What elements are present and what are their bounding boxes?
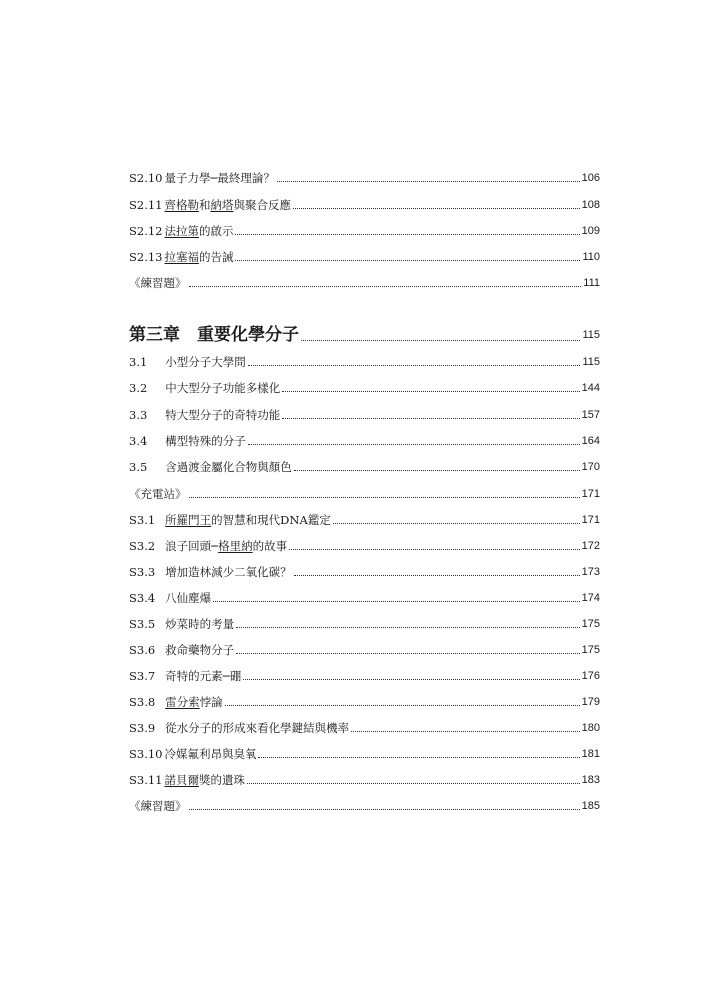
toc-entry-number: S3.10 bbox=[129, 747, 163, 761]
toc-entry-title: 含過渡金屬化合物與顏色 bbox=[165, 460, 292, 474]
toc-entry bbox=[129, 715, 600, 735]
toc-entry-title: 《充電站》 bbox=[129, 487, 187, 501]
page-number: 171 bbox=[581, 514, 600, 526]
underlined-name: 格里納 bbox=[218, 539, 253, 553]
toc-entry-number: S2.12 bbox=[129, 224, 163, 238]
dot-leader bbox=[282, 391, 579, 392]
toc-entry-number: 3.2 bbox=[129, 381, 148, 395]
toc-entry-title: 中大型分子功能多樣化 bbox=[165, 381, 281, 395]
toc-entry-number: S3.7 bbox=[129, 669, 156, 683]
page-number: 170 bbox=[581, 461, 600, 473]
toc-entry-number: S3.5 bbox=[129, 617, 156, 631]
toc-entry bbox=[129, 585, 600, 605]
dot-leader bbox=[235, 234, 579, 235]
toc-entry-number: S3.8 bbox=[129, 695, 156, 709]
toc-entry-title: 奇特的元素─硼 bbox=[165, 669, 242, 683]
page-number: 106 bbox=[581, 172, 600, 184]
toc-entry-title: 拉塞福的告誡 bbox=[164, 250, 234, 264]
toc-chapter-heading bbox=[129, 319, 600, 345]
toc-entry-number: 3.4 bbox=[129, 434, 148, 448]
dot-leader bbox=[243, 679, 580, 680]
page-number: 111 bbox=[583, 277, 600, 289]
toc-entry bbox=[129, 192, 600, 212]
dot-leader bbox=[236, 627, 579, 628]
underlined-name: 拉塞福 bbox=[164, 250, 199, 264]
toc-entry-number: S2.10 bbox=[129, 171, 163, 185]
page-number: 176 bbox=[581, 670, 600, 682]
toc-entry-title: 所羅門王的智慧和現代DNA鑑定 bbox=[165, 513, 331, 527]
dot-leader bbox=[294, 575, 580, 576]
toc-entry-number: S3.6 bbox=[129, 643, 156, 657]
toc-entry-number: S2.13 bbox=[129, 250, 163, 264]
toc-entry bbox=[129, 663, 600, 683]
dot-leader bbox=[248, 365, 581, 366]
page-number: 179 bbox=[581, 696, 600, 708]
toc-entry-number: 3.5 bbox=[129, 460, 148, 474]
toc-entry-number: S2.11 bbox=[129, 198, 163, 212]
toc-entry-title: 八仙塵爆 bbox=[165, 591, 212, 605]
toc-entry bbox=[129, 402, 600, 422]
toc-entry bbox=[129, 741, 600, 761]
page-number: 115 bbox=[582, 329, 600, 341]
toc-entry bbox=[129, 218, 600, 238]
toc-entry-number: S3.4 bbox=[129, 591, 156, 605]
toc-entry bbox=[129, 533, 600, 553]
underlined-name: 所羅門王 bbox=[165, 513, 212, 527]
dot-leader bbox=[189, 809, 580, 810]
toc-entry-number: S3.3 bbox=[129, 565, 156, 579]
dot-leader bbox=[248, 444, 580, 445]
page-number: 110 bbox=[582, 251, 600, 263]
toc-entry bbox=[129, 793, 600, 813]
underlined-name: 法拉第 bbox=[164, 224, 199, 238]
dot-leader bbox=[351, 731, 579, 732]
toc-entry-title: 齊格勒和納塔與聚合反應 bbox=[164, 198, 291, 212]
toc-entry bbox=[129, 507, 600, 527]
underlined-name: 齊格勒 bbox=[164, 198, 199, 212]
dot-leader bbox=[282, 418, 579, 419]
toc-entry-number: S3.9 bbox=[129, 721, 156, 735]
toc-entry-title: 小型分子大學問 bbox=[165, 355, 246, 369]
page-number: 157 bbox=[581, 409, 600, 421]
toc-entry-title: 雷分索悖論 bbox=[165, 695, 223, 709]
page-number: 181 bbox=[581, 748, 600, 760]
page-number: 174 bbox=[581, 592, 600, 604]
toc-entry-number: S3.1 bbox=[129, 513, 156, 527]
toc-entry bbox=[129, 454, 600, 474]
toc-entry bbox=[129, 559, 600, 579]
dot-leader bbox=[213, 601, 579, 602]
toc-entry-title: 《練習題》 bbox=[129, 276, 187, 290]
dot-leader bbox=[247, 783, 580, 784]
toc-entry bbox=[129, 637, 600, 657]
toc-entry-title: 《練習題》 bbox=[129, 799, 187, 813]
toc-entry bbox=[129, 428, 600, 448]
toc-entry-title: 炒菜時的考量 bbox=[165, 617, 235, 631]
toc-entry bbox=[129, 611, 600, 631]
page-number: 108 bbox=[581, 199, 600, 211]
page-number: 115 bbox=[582, 356, 600, 368]
dot-leader bbox=[189, 286, 582, 287]
toc-entry-title: 從水分子的形成來看化學鍵結與機率 bbox=[165, 721, 350, 735]
page-number: 144 bbox=[581, 382, 600, 394]
page-number: 175 bbox=[581, 644, 600, 656]
toc-entry-number: S3.2 bbox=[129, 539, 156, 553]
underlined-name: 納塔 bbox=[210, 198, 234, 212]
page-number: 180 bbox=[581, 722, 600, 734]
dot-leader bbox=[225, 705, 580, 706]
underlined-name: 雷分索 bbox=[165, 695, 200, 709]
toc-entry-title: 第三章 重要化學分子 bbox=[129, 325, 299, 345]
dot-leader bbox=[289, 549, 580, 550]
toc-entry-number: 3.3 bbox=[129, 408, 148, 422]
page-number: 109 bbox=[581, 225, 600, 237]
toc-entry-title: 增加造林減少二氧化碳？ bbox=[165, 565, 292, 579]
toc-entry bbox=[129, 767, 600, 787]
toc-entry bbox=[129, 349, 600, 369]
dot-leader bbox=[301, 340, 580, 341]
toc-entry bbox=[129, 481, 600, 501]
toc-entry-title: 特大型分子的奇特功能 bbox=[165, 408, 281, 422]
toc-entry-number: 3.1 bbox=[129, 355, 148, 369]
toc-entry-title: 法拉第的啟示 bbox=[164, 224, 234, 238]
page-number: 171 bbox=[581, 488, 600, 500]
toc-entry bbox=[129, 375, 600, 395]
toc-entry-title: 救命藥物分子 bbox=[165, 643, 235, 657]
toc-entry bbox=[129, 244, 600, 264]
page-number: 183 bbox=[581, 774, 600, 786]
dot-leader bbox=[258, 757, 579, 758]
dot-leader bbox=[236, 653, 579, 654]
page-number: 164 bbox=[581, 435, 600, 447]
page-number: 175 bbox=[581, 618, 600, 630]
page-number: 185 bbox=[581, 800, 600, 812]
toc-entry-title: 諾貝爾獎的遺珠 bbox=[164, 773, 245, 787]
underlined-name: 諾貝爾 bbox=[164, 773, 199, 787]
toc-entry bbox=[129, 165, 600, 185]
page-number: 172 bbox=[581, 540, 600, 552]
toc-entry-title: 構型特殊的分子 bbox=[165, 434, 246, 448]
toc-entry-number: S3.11 bbox=[129, 773, 163, 787]
toc-entry bbox=[129, 270, 600, 290]
toc-entry-title: 冷媒氟利昂與臭氧 bbox=[164, 747, 257, 761]
toc-entry-title: 浪子回頭─格里納的故事 bbox=[165, 539, 288, 553]
dot-leader bbox=[294, 470, 580, 471]
dot-leader bbox=[277, 181, 580, 182]
dot-leader bbox=[333, 523, 580, 524]
dot-leader bbox=[293, 208, 580, 209]
toc-entry bbox=[129, 689, 600, 709]
page-number: 173 bbox=[581, 566, 600, 578]
dot-leader bbox=[189, 497, 580, 498]
toc-entry-title: 量子力學─最終理論？ bbox=[164, 171, 275, 185]
dot-leader bbox=[235, 260, 580, 261]
